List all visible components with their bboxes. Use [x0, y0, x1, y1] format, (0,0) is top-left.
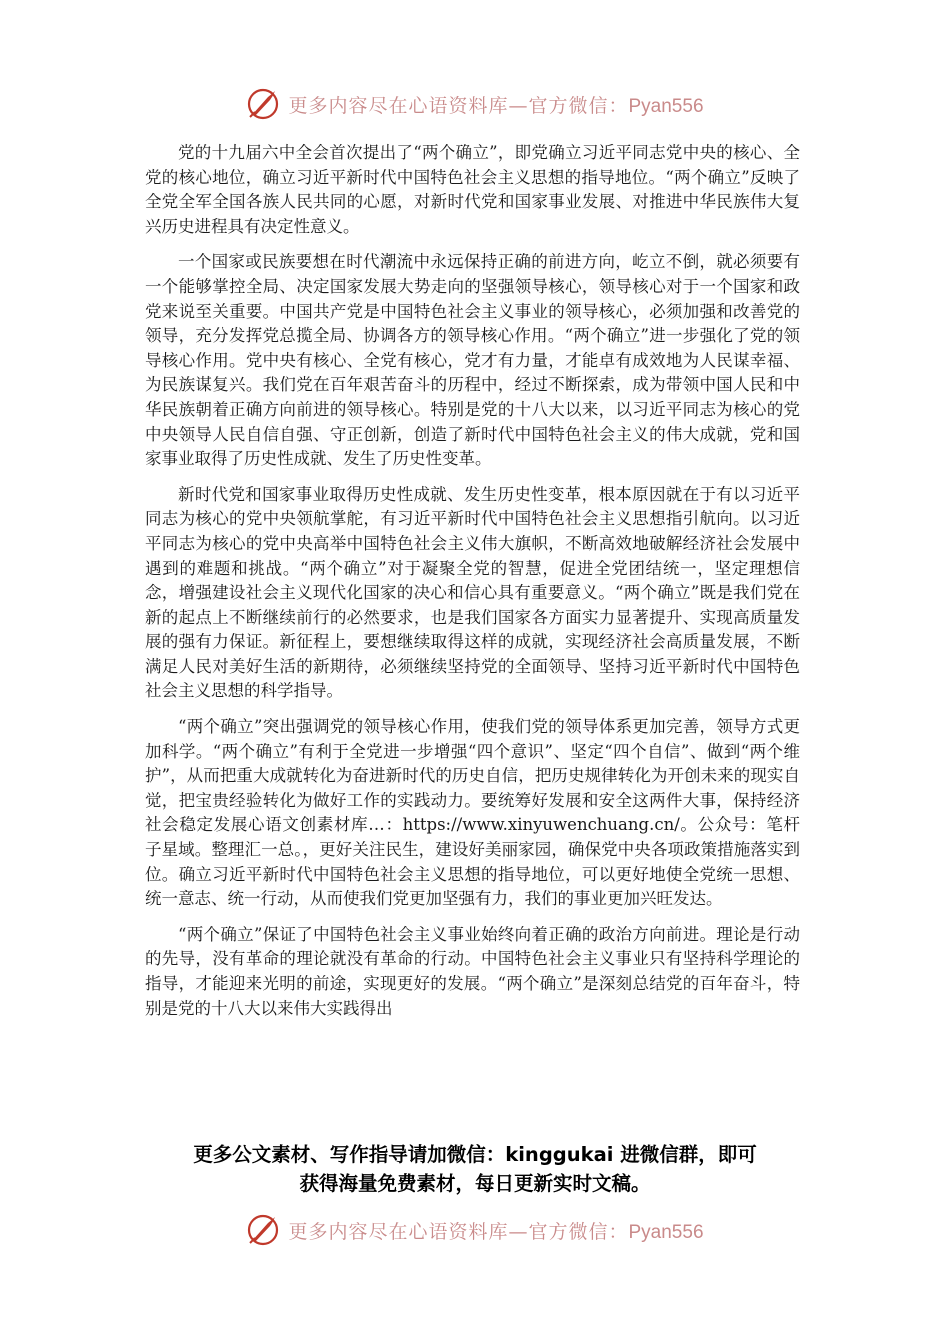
paragraph: 新时代党和国家事业取得历史性成就、发生历史性变革，根本原因就在于有以习近平同志为核心的党中央领航掌舵，有习近平新时代中国特色社会主义思想指引航向。以习近平同志为核心的党中央高举中国特色社会主义伟大旗帜，不断高效地破解经济社会发展中遇到的难题和挑战。“两个确立”对于凝聚全党的智慧，促进全党团结统一，坚定理想信念，增强建设社会主义现代化国家的决心和信心具有重要意义。“两个确立”既是我们党在新的起点上不断继续前行的必然要求，也是我们国家各方面实力显著提升、实现高质量发展的强有力保证。新征程上，要想继续取得这样的成就，实现经济社会高质量发展，不断满足人民对美好生活的新期待，必须继续坚持党的全面领导、坚持习近平新时代中国特色社会主义思想的科学指导。 [145, 484, 800, 701]
paragraph: 一个国家或民族要想在时代潮流中永远保持正确的前进方向，屹立不倒，就必须要有一个能够掌控全局、决定国家发展大势走向的坚强领导核心，领导核心对于一个国家和政党来说至关重要。中国共产党是中国特色社会主义事业的领导核心，必须加强和改善党的领导，充分发挥党总揽全局、协调各方的领导核心作用。“两个确立”进一步强化了党的领导核心作用。党中央有核心、全党有核心，党才有力量，才能卓有成效地为人民谋幸福、为民族谋复兴。我们党在百年艰苦奋斗的历程中，经过不断探索，成为带领中国人民和中华民族朝着正确方向前进的领导核心。特别是党的十八大以来，以习近平同志为核心的党中央领导人民自信自强、守正创新，创造了新时代中国特色社会主义的伟大成就，党和国家事业取得了历史性成就、发生了历史性变革。 [145, 252, 800, 469]
paragraph: “两个确立”突出强调党的领导核心作用，使我们党的领导体系更加完善，领导方式更加科学。“两个确立”有利于全党进一步增强“四个意识”、坚定“四个自信”、做到“两个维护”，从而把重大成就转化为奋进新时代的历史自信，把历史规律转化为开创未来的现实自觉，把宝贵经验转化为做好工作的实践动力。要统筹好发展和安全这两件大事，保持经济社会稳定发展心语文创素材库…：https://www.xinyuwenchuang.cn/。公众号：笔杆子星域。整理汇一总。，更好关注民生，建设好美丽家园，确保党中央各项政策措施落实到位。确立习近平新时代中国特色社会主义思想的指导地位，可以更好地使全党统一思想、统一意志、统一行动，从而使我们党更加坚强有力，我们的事业更加兴旺发达。 [145, 717, 800, 909]
promo-banner [0, 1140, 950, 1198]
paragraph: “两个确立”保证了中国特色社会主义事业始终向着正确的政治方向前进。理论是行动的先导，没有革命的理论就没有革命的行动。中国特色社会主义事业只有坚持科学理论的指导，才能迎来光明的前途，实现更好的发展。“两个确立”是深刻总结党的百年奋斗，特别是党的十八大以来伟大实践得出 [145, 924, 800, 1018]
header-watermark [0, 84, 950, 124]
article-body [145, 141, 800, 1032]
watermark-text: 更多内容尽在心语资料库—官方微信：Pyan556 [288, 94, 704, 117]
paragraph: 党的十九届六中全会首次提出了“两个确立”，即党确立习近平同志党中央的核心、全党的核心地位，确立习近平新时代中国特色社会主义思想的指导地位。“两个确立”反映了全党全军全国各族人民共同的心愿，对新时代党和国家事业发展、对推进中华民族伟大复兴历史进程具有决定性意义。 [145, 143, 800, 236]
watermark-text: 更多内容尽在心语资料库—官方微信：Pyan556 [288, 1220, 704, 1243]
promo-line: 更多公文素材、写作指导请加微信：kinggukai 进微信群，即可 [193, 1143, 757, 1166]
quill-logo-icon [246, 87, 280, 121]
quill-logo-icon [246, 1213, 280, 1247]
footer-watermark [0, 1210, 950, 1250]
promo-line: 获得海量免费素材，每日更新实时文稿。 [299, 1172, 651, 1195]
